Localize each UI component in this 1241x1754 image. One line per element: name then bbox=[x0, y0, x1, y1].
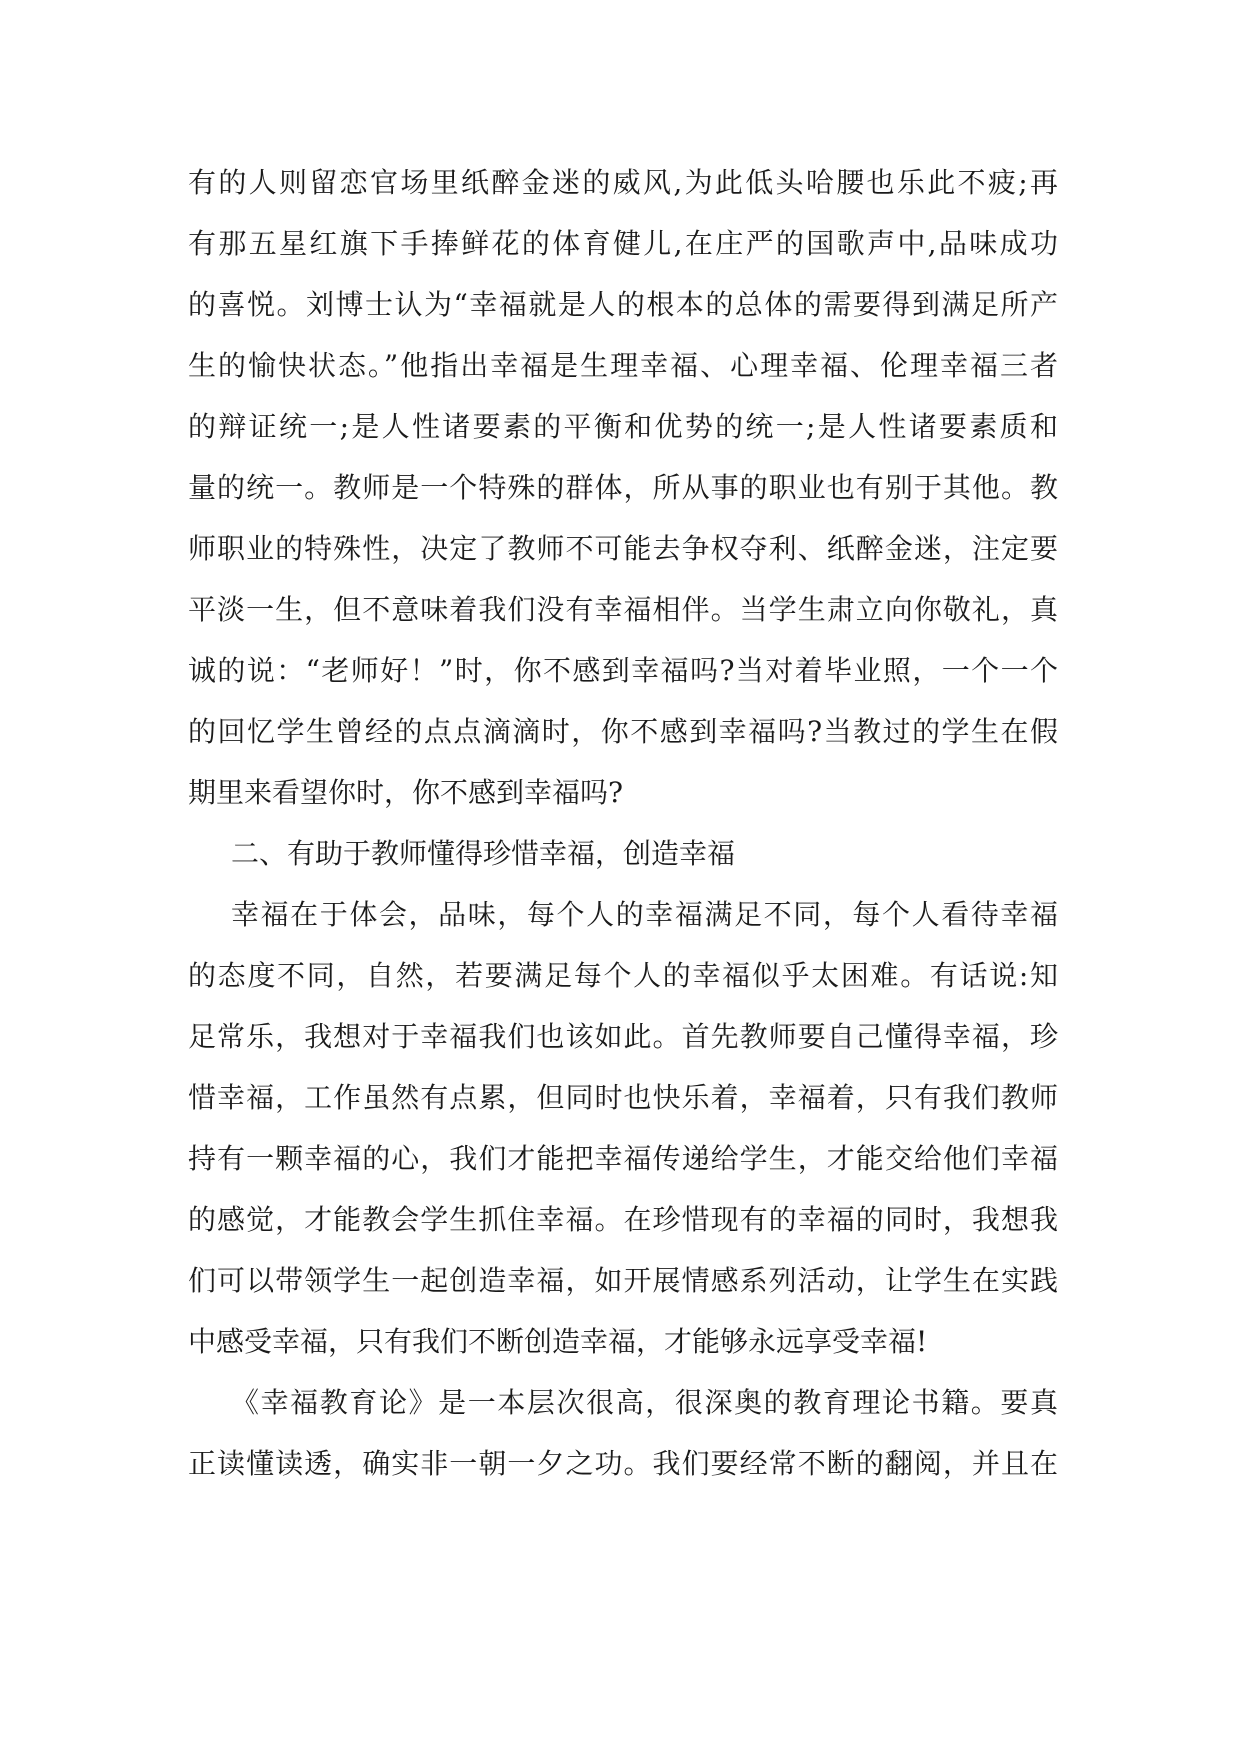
text-line: 幸福在于体会，品味，每个人的幸福满足不同，每个人看待幸福 bbox=[231, 898, 1058, 931]
text-line: 中感受幸福，只有我们不断创造幸福，才能够永远享受幸福! bbox=[188, 1325, 928, 1358]
text-line: 的辩证统一;是人性诸要素的平衡和优势的统一;是人性诸要素质和 bbox=[188, 410, 1058, 443]
text-line: 足常乐，我想对于幸福我们也该如此。首先教师要自己懂得幸福，珍 bbox=[188, 1020, 1058, 1053]
text-line: 期里来看望你时，你不感到幸福吗? bbox=[188, 776, 624, 809]
text-line: 们可以带领学生一起创造幸福，如开展情感系列活动，让学生在实践 bbox=[188, 1264, 1058, 1297]
text-line: 正读懂读透，确实非一朝一夕之功。我们要经常不断的翻阅，并且在 bbox=[188, 1447, 1058, 1480]
text-line: 的感觉，才能教会学生抓住幸福。在珍惜现有的幸福的同时，我想我 bbox=[188, 1203, 1058, 1236]
text-line: 的喜悦。刘博士认为“幸福就是人的根本的总体的需要得到满足所产 bbox=[188, 288, 1058, 321]
text-line: 《幸福教育论》是一本层次很高，很深奥的教育理论书籍。要真 bbox=[231, 1386, 1058, 1419]
text-line: 惜幸福，工作虽然有点累，但同时也快乐着，幸福着，只有我们教师 bbox=[188, 1081, 1058, 1114]
text-line: 量的统一。教师是一个特殊的群体，所从事的职业也有别于其他。教 bbox=[188, 471, 1058, 504]
section-heading: 二、有助于教师懂得珍惜幸福，创造幸福 bbox=[231, 837, 736, 870]
text-line: 有那五星红旗下手捧鲜花的体育健儿,在庄严的国歌声中,品味成功 bbox=[188, 227, 1058, 260]
text-line: 有的人则留恋官场里纸醉金迷的威风,为此低头哈腰也乐此不疲;再 bbox=[188, 166, 1058, 199]
text-line: 持有一颗幸福的心，我们才能把幸福传递给学生，才能交给他们幸福 bbox=[188, 1142, 1058, 1175]
text-line: 诚的说：“老师好！”时，你不感到幸福吗?当对着毕业照，一个一个 bbox=[188, 654, 1058, 687]
text-line: 平淡一生，但不意味着我们没有幸福相伴。当学生肃立向你敬礼，真 bbox=[188, 593, 1058, 626]
text-line: 的回忆学生曾经的点点滴滴时，你不感到幸福吗?当教过的学生在假 bbox=[188, 715, 1058, 748]
text-line: 生的愉快状态。”他指出幸福是生理幸福、心理幸福、伦理幸福三者 bbox=[188, 349, 1058, 382]
text-line: 的态度不同，自然，若要满足每个人的幸福似乎太困难。有话说:知 bbox=[188, 959, 1058, 992]
body-text bbox=[188, 152, 1058, 1494]
text-line: 师职业的特殊性，决定了教师不可能去争权夺利、纸醉金迷，注定要 bbox=[188, 532, 1058, 565]
